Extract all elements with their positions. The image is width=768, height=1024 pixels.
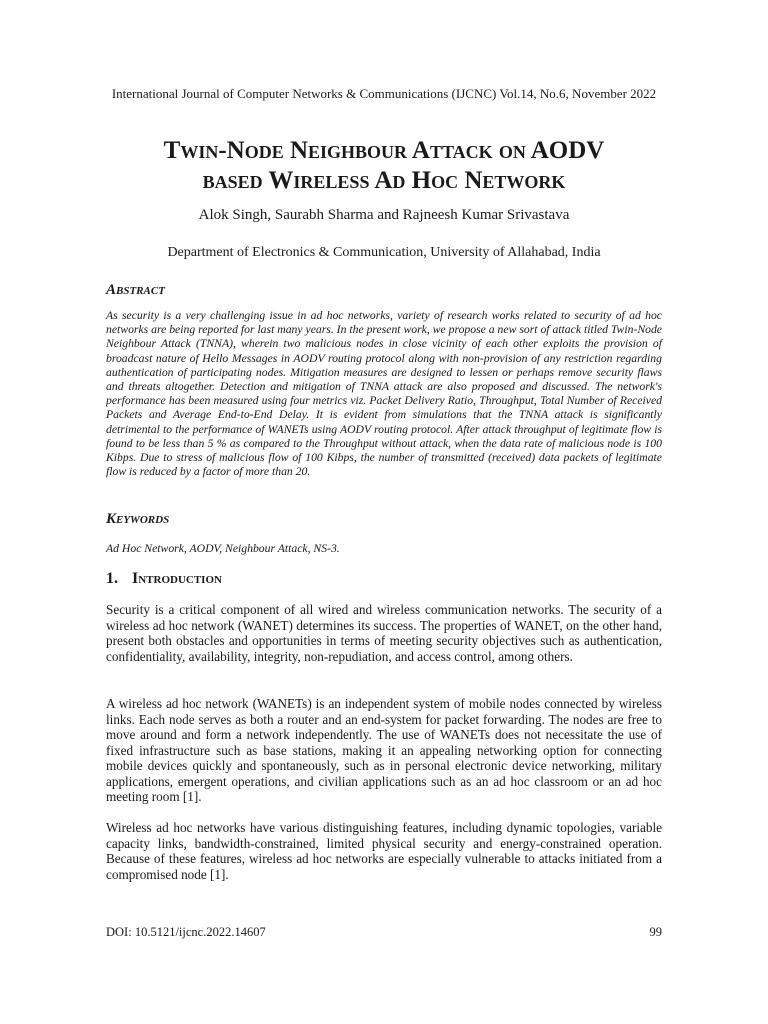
paper-title bbox=[60, 136, 708, 196]
introduction-heading bbox=[106, 569, 222, 589]
section-title: Introduction bbox=[132, 570, 222, 587]
title-line-1: Twin-Node Neighbour Attack on AODV bbox=[163, 137, 605, 164]
journal-header: International Journal of Computer Networks & Communications (IJCNC) Vol.14, No.6, November 2022 bbox=[111, 86, 657, 101]
intro-paragraph-2: A wireless ad hoc network (WANETs) is an independent system of mobile nodes connected by wireless links. Each node serves as both a router and an end-system for packet forwarding. The nodes are free to move around and form a network independently. The use of WANETs does not necessitate the use of fixed infrastructure such as base stations, making it an appealing networking option for connecting mobile devices quickly and spontaneously, such as in personal electronic device networking, military applications, emergent operations, and civilian applications such as an ad hoc classroom or an ad hoc meeting room [1]. bbox=[106, 696, 662, 804]
footer-doi: DOI: 10.5121/ijcnc.2022.14607 bbox=[106, 925, 266, 939]
page-number: 99 bbox=[649, 925, 662, 939]
intro-paragraph-3: Wireless ad hoc networks have various distinguishing features, including dynamic topologies, variable capacity links, bandwidth-constrained, limited physical security and energy-constrained operation. Because of these features, wireless ad hoc networks are especially vulnerable to attacks initiated from a compromised node [1]. bbox=[106, 820, 662, 882]
affiliation: Department of Electronics & Communication, University of Allahabad, India bbox=[167, 245, 601, 260]
abstract-text: As security is a very challenging issue in ad hoc networks, variety of research works related to security of ad hoc networks are being reported for last many years. In the present work, we propose a new sort of attack titled Twin-Node Neighbour Attack (TNNA), wherein two malicious nodes in close vicinity of each other exploits the provision of broadcast nature of Hello Messages in AODV routing protocol along with non-provision of any restriction regarding authentication of participating nodes. Mitigation measures are designed to lessen or perhaps remove security flaws and threats altogether. Detection and mitigation of TNNA attack are also proposed and discussed. The network's performance has been measured using four metrics viz. Packet Delivery Ratio, Throughput, Total Number of Received Packets and Average End-to-End Delay. It is evident from simulations that the TNNA attack is significantly detrimental to the performance of WANETs using AODV routing protocol. After attack throughput of legitimate flow is found to be less than 5 % as compared to the Throughput without attack, when the data rate of malicious node is 100 Kibps. Due to stress of malicious flow of 100 Kibps, the number of transmitted (received) data packets of legitimate flow is reduced by a factor of more than 20. bbox=[106, 309, 662, 479]
intro-paragraph-1: Security is a critical component of all wired and wireless communication networks. The security of a wireless ad hoc network (WANET) determines its success. The properties of WANET, on the other hand, present both obstacles and opportunities in terms of meeting security objectives such as authentication, confidentiality, availability, integrity, non-repudiation, and access control, among others. bbox=[106, 602, 662, 664]
abstract-heading: Abstract bbox=[106, 282, 165, 298]
section-number: 1. bbox=[106, 570, 118, 587]
authors: Alok Singh, Saurabh Sharma and Rajneesh Kumar Srivastava bbox=[198, 207, 570, 223]
keywords-text: Ad Hoc Network, AODV, Neighbour Attack, NS-3. bbox=[106, 542, 340, 555]
keywords-heading: Keywords bbox=[106, 511, 170, 527]
title-line-2: based Wireless Ad Hoc Network bbox=[202, 167, 566, 194]
